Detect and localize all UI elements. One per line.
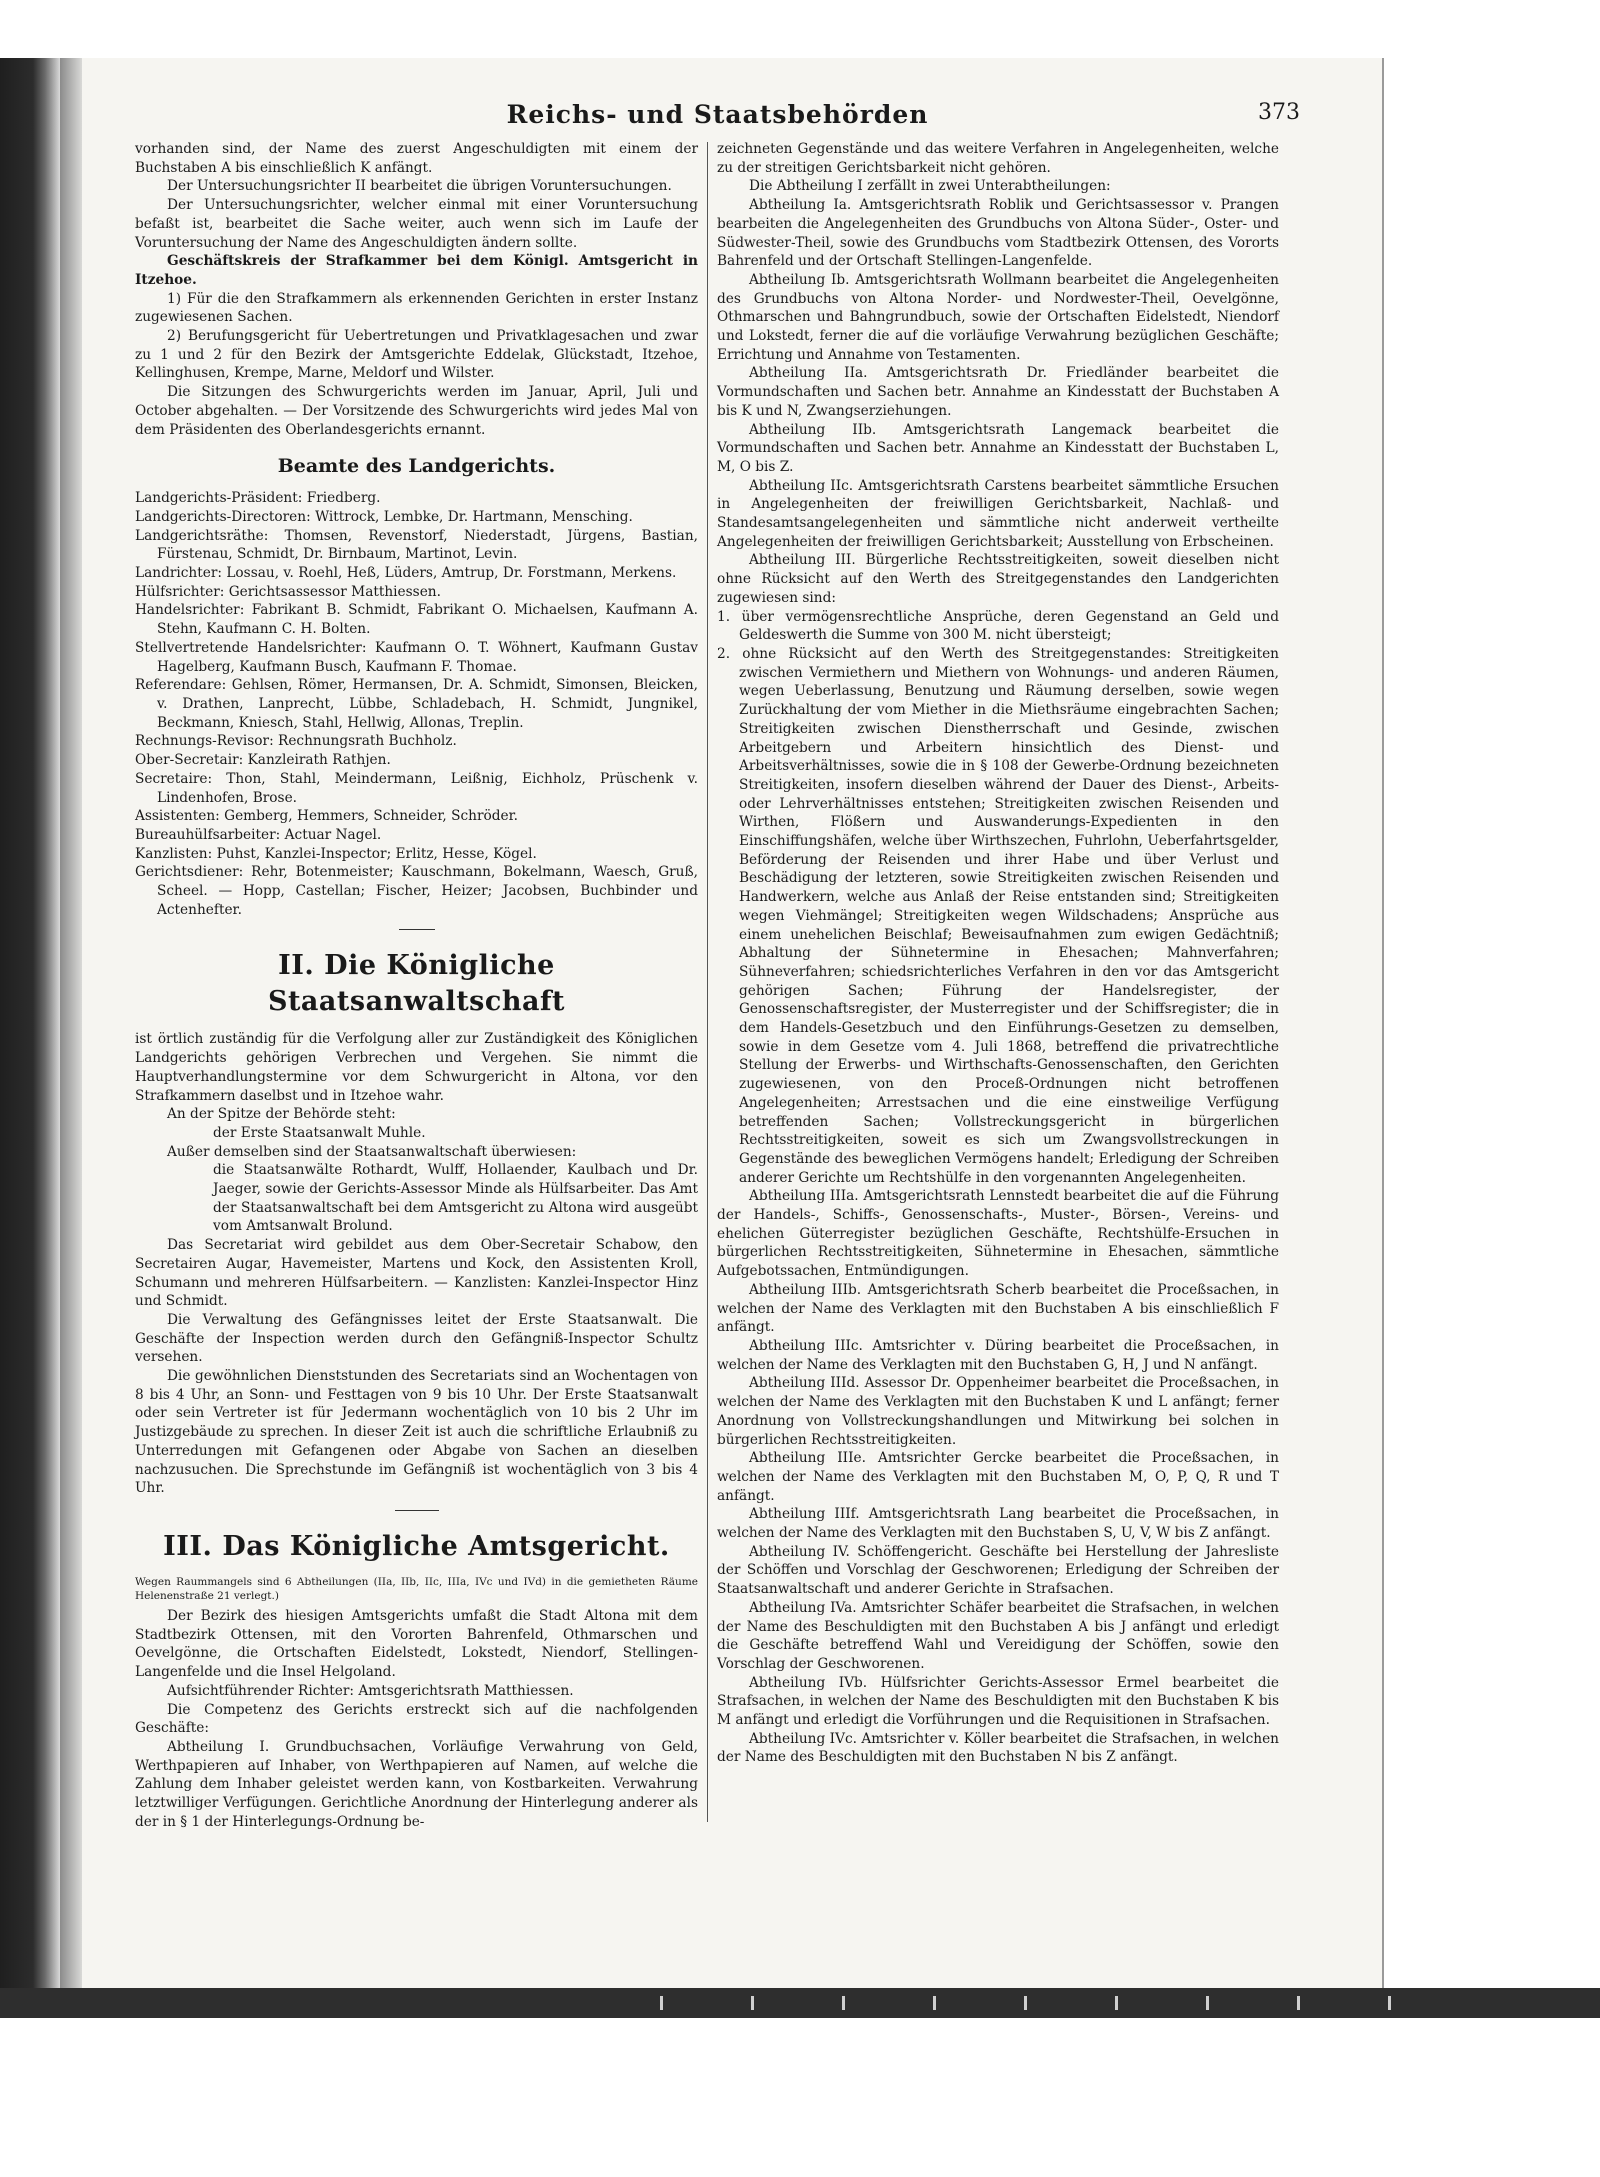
abtheilung-entry: Abtheilung IV. Schöffengericht. Geschäfte bei Herstellung der Jahresliste der Schöffen und Vorschlag der Geschworenen; Erledigung der Schreiben der Staatsanwaltschaft und anderer Gerichte in Strafsachen. [717, 1543, 1279, 1598]
staff-entry: Assistenten: Gemberg, Hemmers, Schneider, Schröder. [135, 808, 519, 825]
abtheilung-entry: Abtheilung IIIe. Amtsrichter Gercke bearbeitet die Proceßsachen, in welchen der Name des Verklagten mit den Buchstaben M, O, P, Q, R und T anfängt. [717, 1450, 1279, 1504]
paragraph: 1) Für die den Strafkammern als erkennenden Gerichten in erster Instanz zugewiesenen Sachen. [135, 290, 698, 326]
paragraph: Die Abtheilung I zerfällt in zwei Unterabtheilungen: [749, 178, 1111, 195]
page-number: 373 [1258, 100, 1300, 125]
column-divider [707, 142, 708, 1822]
section-rule [395, 1510, 439, 1511]
staff-entry: Secretaire: Thon, Stahl, Meindermann, Leißnig, Eichholz, Prüschenk v. Lindenhofen, Brose. [135, 770, 698, 806]
paragraph: die Staatsanwälte Rothardt, Wulff, Hollaender, Kaulbach und Dr. Jaeger, sowie der Gerichts-Assessor Minde als Hülfsarbeiter. Das Amt der Staatsanwaltschaft bei dem Amtsgericht zu Altona wird ausgeübt vom Amtsanwalt Brolund. [213, 1162, 698, 1235]
section-heading-staatsanwaltschaft: II. Die Königliche Staatsanwaltschaft [267, 950, 566, 1018]
scan-tick [1297, 1996, 1300, 2010]
abtheilung-entry: Abtheilung IVb. Hülfsrichter Gerichts-Assessor Ermel bearbeitet die Strafsachen, in welchen der Name des Beschuldigten mit den Buchstaben K bis M anfängt und erledigt die Vorführungen und die Requisitionen in Strafsachen. [717, 1674, 1279, 1729]
scan-tick [933, 1996, 936, 2010]
staff-entry: Hülfsrichter: Gerichtsassessor Matthiessen. [135, 583, 441, 600]
staff-entry: Referendare: Gehlsen, Römer, Hermansen, Dr. A. Schmidt, Simonsen, Bleicken, v. Drathen, Lanprecht, Lübbe, Schladebach, H. Schmidt, Jungnikel, Beckmann, Kniesch, Stahl, Hellwig, Allonas, Treplin. [135, 677, 698, 731]
section-rule [399, 929, 435, 930]
staff-entry: Landgerichtsräthe: Thomsen, Revenstorf, Niederstadt, Jürgens, Bastian, Fürstenau, Schmidt, Dr. Birnbaum, Martinot, Levin. [135, 527, 698, 563]
paragraph: ist örtlich zuständig für die Verfolgung aller zur Zuständigkeit des Königlichen Landgerichts gehörigen Verbrechen und Vergehen. Sie nimmt die Hauptverhandlungstermine vor dem Schwurgericht in Altona, vor den Strafkammern daselbst und in Itzehoe wahr. [135, 1031, 698, 1104]
scan-tick [842, 1996, 845, 2010]
staff-entry: Landrichter: Lossau, v. Roehl, Heß, Lüders, Amtrup, Dr. Forstmann, Merkens. [135, 565, 677, 582]
staff-entry: Rechnungs-Revisor: Rechnungsrath Buchholz. [135, 733, 457, 750]
paragraph: Die gewöhnlichen Dienststunden des Secretariats sind an Wochentagen von 8 bis 4 Uhr, an Sonn- und Festtagen von 9 bis 10 Uhr. Der Erste Staatsanwalt oder sein Vertreter ist für Jedermann wochentäglich von 10 bis 2 Uhr im Justizgebäude zu sprechen. In dieser Zeit ist auch die schriftliche Erlaubniß zu Unterredungen mit Gefangenen oder Abgabe von Sachen an dieselben nachzusuchen. Die Sprechstunde im Gefängniß ist wochentäglich von 3 bis 4 Uhr. [135, 1368, 698, 1497]
left-column [135, 140, 698, 1831]
page-edge-line [1382, 58, 1384, 1988]
paragraph: Aufsichtführender Richter: Amtsgerichtsrath Matthiessen. [167, 1682, 574, 1699]
page-title: Reichs- und Staatsbehörden [506, 100, 929, 129]
paragraph: Abtheilung IIc. Amtsgerichtsrath Carstens bearbeitet sämmtliche Ersuchen in Angelegenheiten der freiwilligen Gerichtsbarkeit, Nachlaß- und Standesamtsangelegenheiten und sämmtliche nicht anderweit vertheilte Angelegenheiten der freiwilligen Gerichtsbarkeit; Ausstellung von Erbscheinen. [717, 477, 1279, 550]
paragraph: Die Competenz des Gerichts erstreckt sich auf die nachfolgenden Geschäfte: [135, 1701, 698, 1737]
staff-entry: Gerichtsdiener: Rehr, Botenmeister; Kauschmann, Bokelmann, Waesch, Gruß, Scheel. — Hopp, Castellan; Fischer, Heizer; Jacobsen, Buchbinder und Actenhefter. [135, 864, 698, 918]
subheading: Geschäftskreis der Strafkammer bei dem Königl. Amtsgericht in Itzehoe. [135, 253, 698, 288]
section-heading-beamte: Beamte des Landgerichts. [277, 455, 556, 478]
scan-tick [1388, 1996, 1391, 2010]
scan-bottom-strip [0, 1988, 1600, 2018]
paragraph: An der Spitze der Behörde steht: [167, 1106, 396, 1123]
staff-entry: Landgerichts-Präsident: Friedberg. [135, 490, 381, 507]
paragraph: Der Untersuchungsrichter, welcher einmal mit einer Voruntersuchung befaßt ist, bearbeitet die Sache weiter, auch wenn sich im Laufe der Voruntersuchung der Name des Angeschuldigten ändern sollte. [135, 197, 698, 251]
section-heading-amtsgericht: III. Das Königliche Amtsgericht. [163, 1531, 670, 1562]
scan-tick [751, 1996, 754, 2010]
abtheilung-entry: Abtheilung IIIa. Amtsgerichtsrath Lennstedt bearbeitet die auf die Führung der Handels-, Schiffs-, Genossenschafts-, Muster-, Börsen-, Vereins- und ehelichen Güterregister bezüglichen Geschäfte, Rechtshülfe-Ersuchen in bürgerlichen Rechtsstreitigkeiten, Sühnetermine in Ehesachen, sämmtliche Aufgebotssachen, Entmündigungen. [717, 1188, 1279, 1280]
abtheilung-entry: Abtheilung IIIb. Amtsgerichtsrath Scherb bearbeitet die Proceßsachen, in welchen der Name des Verklagten mit den Buchstaben A bis einschließlich F anfängt. [717, 1281, 1279, 1336]
scan-right-margin [1382, 58, 1600, 2018]
staff-entry: Bureauhülfsarbeiter: Actuar Nagel. [135, 826, 382, 843]
staff-entry: Stellvertretende Handelsrichter: Kaufmann O. T. Wöhnert, Kaufmann Gustav Hagelberg, Kaufmann Busch, Kaufmann F. Thomae. [135, 639, 698, 675]
scan-tick [660, 1996, 663, 2010]
paragraph: 2) Berufungsgericht für Uebertretungen und Privatklagesachen und zwar zu 1 und 2 für den Bezirk der Amtsgerichte Eddelak, Glückstadt, Itzehoe, Kellinghusen, Krempe, Marne, Meldorf und Wilster. [135, 328, 698, 382]
staff-entry: Kanzlisten: Puhst, Kanzlei-Inspector; Erlitz, Hesse, Kögel. [135, 845, 537, 862]
list-item: 1. über vermögensrechtliche Ansprüche, deren Gegenstand an Geld und Geldeswerth die Summe von 300 M. nicht übersteigt; [717, 608, 1279, 644]
paragraph: Abtheilung I. Grundbuchsachen, Vorläufige Verwahrung von Geld, Werthpapieren auf Inhaber, von Werthpapieren auf Namen, auf welche die Zahlung dem Inhaber geleistet werden kann, von Kostbarkeiten. Verwahrung letztwilliger Verfügungen. Gerichtliche Anordnung der Hinterlegung anderer als der in § 1 der Hinterlegungs-Ordnung be- [135, 1738, 698, 1830]
scan-tick [1115, 1996, 1118, 2010]
paragraph: Der Bezirk des hiesigen Amtsgerichts umfaßt die Stadt Altona mit dem Stadtbezirk Ottensen, mit den Vororten Bahrenfeld, Othmarschen und Oevelgönne, die Ortschaften Eidelstedt, Lokstedt, Niendorf, Stellingen-Langenfelde und die Insel Helgoland. [135, 1608, 698, 1681]
paragraph: der Erste Staatsanwalt Muhle. [213, 1124, 426, 1141]
running-header [135, 100, 1300, 134]
staff-entry: Landgerichts-Directoren: Wittrock, Lembke, Dr. Hartmann, Mensching. [135, 508, 633, 525]
page-binding-gutter [60, 58, 82, 1988]
paragraph: Abtheilung Ia. Amtsgerichtsrath Roblik und Gerichtsassessor v. Prangen bearbeiten die Angelegenheiten des Grundbuchs von Altona Süder-, Oster- und Südwester-Theil, sowie des Grundbuchs vom Stadtbezirk Ottensen, des Vororts Bahrenfeld und der Ortschaft Stellingen-Langenfelde. [717, 197, 1279, 270]
staff-entry: Handelsrichter: Fabrikant B. Schmidt, Fabrikant O. Michaelsen, Kaufmann A. Stehn, Kaufmann C. H. Bolten. [135, 602, 698, 638]
paragraph: Abtheilung IIb. Amtsgerichtsrath Langemack bearbeitet die Vormundschaften und Sachen betr. Annahme an Kindesstatt der Buchstaben L, M, O bis Z. [717, 421, 1279, 475]
scan-left-shadow [0, 58, 60, 2018]
paragraph: Der Untersuchungsrichter II bearbeitet die übrigen Voruntersuchungen. [167, 178, 672, 195]
paragraph: Außer demselben sind der Staatsanwaltschaft überwiesen: [167, 1143, 577, 1160]
abtheilung-entry: Abtheilung IIIf. Amtsgerichtsrath Lang bearbeitet die Proceßsachen, in welchen der Name des Verklagten mit den Buchstaben S, U, V, W bis Z anfängt. [717, 1506, 1279, 1542]
abtheilung-entry: Abtheilung IIId. Assessor Dr. Oppenheimer bearbeitet die Proceßsachen, in welchen der Name des Verklagten mit den Buchstaben K und L anfängt; ferner Anordnung von Vollstreckungshandlungen und Mitwirkung bei solchen in bürgerlichen Rechtsstreitigkeiten. [717, 1375, 1279, 1448]
right-column [717, 140, 1279, 1767]
paragraph: Abtheilung Ib. Amtsgerichtsrath Wollmann bearbeitet die Angelegenheiten des Grundbuchs von Altona Norder- und Nordwester-Theil, Oevelgönne, Othmarschen und Bahngrundbuch, sowie der Ortschaften Eidelstedt, Niendorf und Lokstedt, ferner die auf die vorläufige Verwahrung bezüglichen Geschäfte; Errichtung und Annahme von Testamenten. [717, 271, 1279, 363]
paragraph: Die Sitzungen des Schwurgerichts werden im Januar, April, Juli und October abgehalten. — Der Vorsitzende des Schwurgerichts wird jedes Mal von dem Präsidenten des Oberlandesgerichts ernannt. [135, 384, 698, 438]
paragraph: Die Verwaltung des Gefängnisses leitet der Erste Staatsanwalt. Die Geschäfte der Inspection werden durch den Gefängniß-Inspector Schultz versehen. [135, 1311, 698, 1366]
abtheilung-entry: Abtheilung IVa. Amtsrichter Schäfer bearbeitet die Strafsachen, in welchen der Name des Beschuldigten mit den Buchstaben A bis J anfängt und erledigt die Geschäfte betreffend Wahl und Vereidigung der Schöffen, sowie den Vorschlag der Geschworenen. [717, 1599, 1279, 1672]
paragraph: Das Secretariat wird gebildet aus dem Ober-Secretair Schabow, den Secretairen Augar, Havemeister, Martens und Kock, den Assistenten Kroll, Schumann und mehreren Hülfsarbeitern. — Kanzlisten: Kanzlei-Inspector Hinz und Schmidt. [135, 1237, 698, 1310]
abtheilung-entry: Abtheilung IVc. Amtsrichter v. Köller bearbeitet die Strafsachen, in welchen der Name des Beschuldigten mit den Buchstaben N bis Z anfängt. [717, 1730, 1279, 1766]
scan-tick [1206, 1996, 1209, 2010]
list-item: 2. ohne Rücksicht auf den Werth des Streitgegenstandes: Streitigkeiten zwischen Vermiethern und Miethern von Wohnungs- und anderen Räumen, wegen Ueberlassung, Benutzung und Räumung derselben, sowie wegen Zurückhaltung der vom Miether in die Miethsräume eingebrachten Sachen; Streitigkeiten zwischen Dienstherrschaft und Gesinde, zwischen Arbeitgebern und Arbeitern hinsichtlich des Dienst- und Arbeitsverhältnisses, sowie die in § 108 der Gewerbe-Ordnung bezeichneten Streitigkeiten, insofern dieselben während der Dauer des Dienst-, Arbeits- oder Lehrverhältnisses entstehen; Streitigkeiten zwischen Reisenden und Wirthen, Flößern und Auswanderungs-Expedienten in den Einschiffungshäfen, welche über Wirthszechen, Fuhrlohn, Ueberfahrtsgelder, Beförderung der Reisenden und ihrer Habe und über Verlust und Beschädigung der letzteren, sowie Streitigkeiten zwischen Reisenden und Handwerkern, welche aus Anlaß der Reise entstanden sind; Streitigkeiten wegen Viehmängel; Streitigkeiten wegen Wildschadens; Ansprüche aus einem unehelichen Beischlaf; Beweisaufnahmen zum ewigen Gedächtniß; Abhaltung der Sühnetermine in Ehesachen; Mahnverfahren; Sühneverfahren; schiedsrichterliches Verfahren in den vor das Amtsgericht gehörigen Sachen; Führung der Handelsregister, der Genossenschaftsregister, der Musterregister und der Schiffsregister; die in dem Handels-Gesetzbuch und den Einführungs-Gesetzen zu demselben, sowie in dem Gesetze vom 4. Juli 1868, betreffend die privatrechtliche Stellung der Erwerbs- und Wirthschafts-Genossenschaften, den Gerichten zugewiesenen, von den Proceß-Ordnungen nicht betroffenen Angelegenheiten; Arrestsachen und die eine einstweilige Verfügung betreffenden Sachen; Vollstreckungsgericht in bürgerlichen Rechtsstreitigkeiten, soweit es sich um Zwangsvollstreckungen in Gegenstände des beweglichen Vermögens handelt; Erledigung der Schreiben anderer Gerichte um Rechtshülfe in den vorgenannten Angelegenheiten. [717, 645, 1279, 1186]
abtheilung-entry: Abtheilung IIIc. Amtsrichter v. Düring bearbeitet die Proceßsachen, in welchen der Name des Verklagten mit den Buchstaben G, H, J und N anfängt. [717, 1338, 1279, 1373]
paragraph: Abtheilung IIa. Amtsgerichtsrath Dr. Friedländer bearbeitet die Vormundschaften und Sachen betr. Annahme an Kindesstatt der Buchstaben A bis K und N, Zwangserziehungen. [717, 365, 1279, 419]
staff-entry: Ober-Secretair: Kanzleirath Rathjen. [135, 752, 391, 769]
paragraph: zeichneten Gegenstände und das weitere Verfahren in Angelegenheiten, welche zu der streitigen Gerichtsbarkeit nicht gehören. [717, 141, 1279, 176]
paragraph: vorhanden sind, der Name des zuerst Angeschuldigten mit einem der Buchstaben A bis einschließlich K anfängt. [135, 141, 698, 176]
scan-tick [1024, 1996, 1027, 2010]
section-note: Wegen Raummangels sind 6 Abtheilungen (IIa, IIb, IIc, IIIa, IVc und IVd) in die gemietheten Räume Helenenstraße 21 verlegt.) [135, 1576, 698, 1602]
paragraph: Abtheilung III. Bürgerliche Rechtsstreitigkeiten, soweit dieselben nicht ohne Rücksicht auf den Werth des Streitgegenstandes den Landgerichten zugewiesen sind: [717, 552, 1279, 606]
